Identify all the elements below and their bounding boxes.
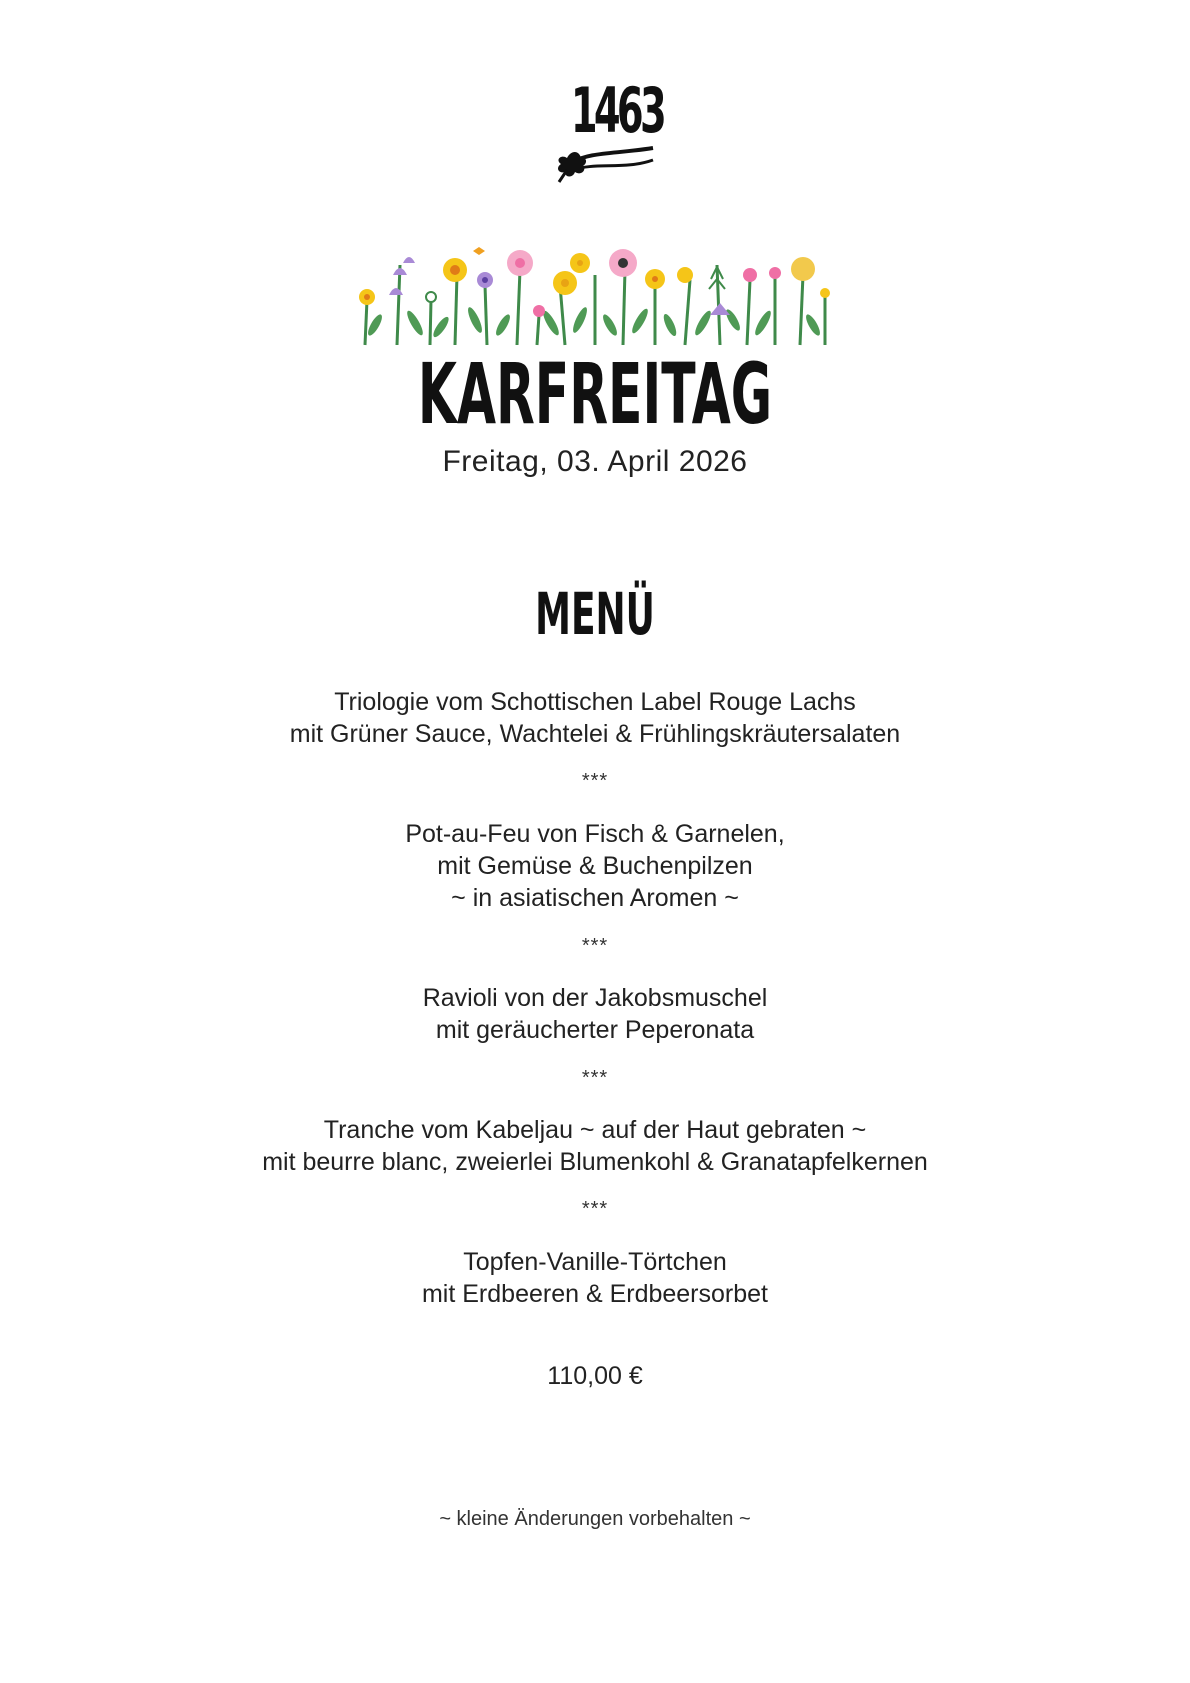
- logo-number: 1463: [570, 74, 663, 147]
- menu-heading: MENÜ: [535, 580, 655, 648]
- spring-flowers-illustration: [355, 245, 835, 350]
- course-line: ~ in asiatischen Aromen ~: [451, 884, 739, 912]
- course-line: Pot-au-Feu von Fisch & Garnelen,: [405, 820, 785, 848]
- course-separator: ***: [581, 935, 609, 957]
- course-1: [0, 686, 1190, 750]
- course-line: Ravioli von der Jakobsmuschel: [422, 984, 768, 1012]
- course-separator: ***: [581, 770, 609, 792]
- vine-leaf-icon: [545, 140, 655, 190]
- course-line: mit Gemüse & Buchenpilzen: [437, 852, 753, 880]
- course-line: mit beurre blanc, zweierlei Blumenkohl & Granatapfelkernen: [262, 1148, 928, 1176]
- course-line: mit geräucherter Peperonata: [435, 1016, 755, 1044]
- footer-note: ~ kleine Änderungen vorbehalten ~: [439, 1508, 751, 1530]
- event-date: Freitag, 03. April 2026: [442, 445, 748, 478]
- course-line: mit Grüner Sauce, Wachtelei & Frühlingskräutersalaten: [289, 720, 901, 748]
- restaurant-logo: [545, 74, 663, 190]
- course-separator: ***: [581, 1198, 609, 1220]
- event-title: KARFREITAG: [417, 345, 773, 443]
- course-5: [0, 1246, 1190, 1310]
- course-separator: ***: [581, 1067, 609, 1089]
- course-line: Topfen-Vanille-Törtchen: [463, 1248, 727, 1276]
- course-2: [0, 818, 1190, 914]
- course-line: Triologie vom Schottischen Label Rouge Lachs: [334, 688, 856, 716]
- course-4: [0, 1114, 1190, 1178]
- course-line: mit Erdbeeren & Erdbeersorbet: [421, 1280, 768, 1308]
- menu-price: 110,00 €: [547, 1362, 643, 1390]
- course-line: Tranche vom Kabeljau ~ auf der Haut gebraten ~: [323, 1116, 867, 1144]
- course-3: [0, 982, 1190, 1046]
